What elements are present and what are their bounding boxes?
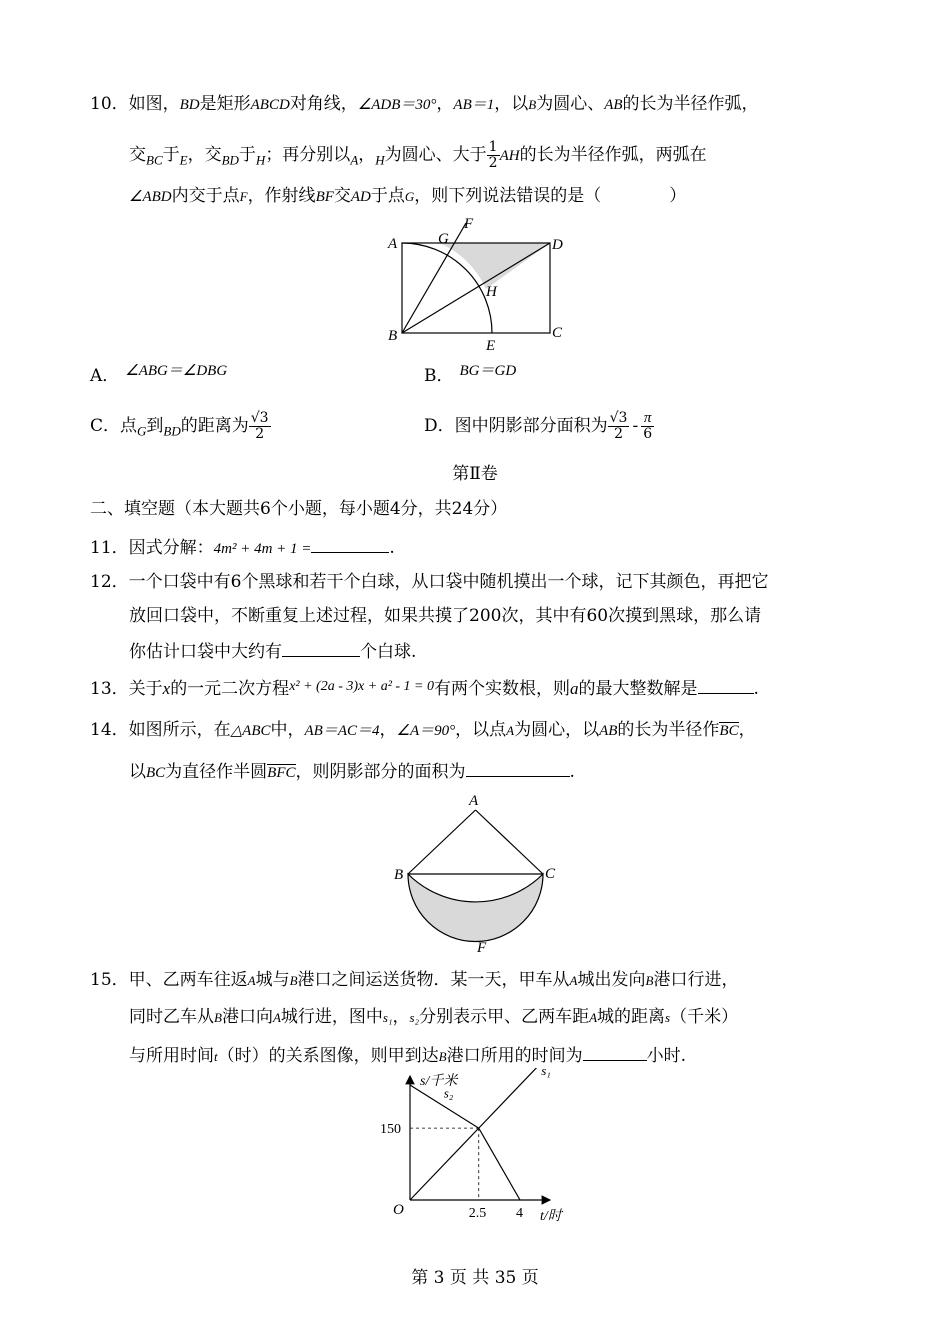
q10-label-h: H	[486, 284, 497, 300]
q14-line1: 14．如图所示，在△ABC中，AB＝AC＝4，∠A＝90°，以点A为圆心，以AB的长为半径作BC，	[90, 720, 756, 740]
q10-shaded-region	[440, 243, 551, 289]
fraction-half: $\frac{1}{2}$	[488, 139, 498, 171]
q10-option-b: B． BG＝GD	[424, 363, 517, 386]
q14-line2: 以BC为直径作半圆BFC，则阴影部分的面积为 .	[129, 758, 575, 785]
q10-line1: 10．如图，BD是矩形ABCD对角线，∠ADB＝30°，AB＝1，以B为圆心、AB的长为半径作弧，	[90, 94, 759, 114]
answer-blank[interactable]	[583, 1042, 647, 1061]
q15-line3: 与所用时间t（时）的关系图像，则甲到达B港口所用的时间为 小时.	[129, 1042, 686, 1069]
fraction-pi-over-6: $\frac{\pi}{6}$	[643, 410, 653, 442]
q12-line1: 12．一个口袋中有6个黑球和若干个白球，从口袋中随机摸出一个球，记下其颜色，再把它	[90, 572, 769, 592]
q10-label-d: D	[552, 237, 563, 253]
q15-y-axis-label: s/千米	[420, 1074, 458, 1089]
volume-title: 第Ⅱ卷	[452, 464, 498, 484]
q15-line2: 同时乙车从B港口向A城行进，图中s₁，s₂分别表示甲、乙两车距A城的距离s（千米）	[129, 1007, 739, 1027]
q10-label-a: A	[388, 236, 398, 252]
fraction-sqrt3-over-2: $\frac{√3}{2}$	[609, 410, 628, 442]
q10-option-a: A． ∠ABG＝∠DBG	[90, 363, 228, 386]
q14-shaded-region	[408, 874, 543, 942]
fraction-sqrt3-over-2: $\frac{√3}{2}$	[250, 410, 269, 442]
q15-origin-label: O	[393, 1202, 404, 1218]
q14-label-f: F	[477, 940, 487, 956]
q12-line3: 你估计口袋中大约有 个白球.	[129, 638, 416, 664]
q13: 13．关于x的一元二次方程$^{x^2 + (2a - 3)x + a^2 - 1 = 0}$有两个实数根，则a的最大整数解是 .	[90, 675, 759, 703]
q10-figure	[380, 210, 580, 355]
x-tick-label: 4	[516, 1206, 523, 1221]
q11: 11．因式分解：4m² + 4m + 1 = .	[90, 534, 395, 561]
answer-blank[interactable]	[282, 638, 360, 657]
q10-label-c: C	[552, 325, 563, 341]
answer-blank[interactable]	[466, 758, 570, 777]
answer-blank[interactable]	[698, 675, 754, 694]
q10-label-b: B	[388, 328, 398, 344]
q15-graph	[370, 1068, 590, 1228]
q10-line3: ∠ABD内交于点F，作射线BF交AD于点G，则下列说法错误的是（ ）	[129, 186, 687, 206]
q10-line2: 交$_{BC}$于$_E$，交$_{BD}$于$_H$；再分别以$_A$，$_H$为圆心、大于 $\frac{1}{2}$ AH的长为半径作弧，两弧在	[129, 139, 707, 171]
q14-figure	[388, 790, 568, 960]
y-tick-label: 150	[380, 1122, 401, 1138]
q10-ray-bf	[402, 223, 466, 333]
q15-line1: 15．甲、乙两车往返A城与B港口之间运送货物．某一天，甲车从A城出发向B港口行进，	[90, 970, 739, 990]
q10-label-g: G	[438, 231, 449, 247]
q10-label-e: E	[486, 338, 496, 354]
q10-label-f: F	[464, 216, 474, 232]
series-label-s2: s₂	[443, 1085, 454, 1101]
q15-x-axis-label: t/时	[540, 1209, 562, 1224]
q14-side-ac	[476, 810, 544, 874]
series-label-s1: s₁	[541, 1068, 551, 1078]
q10-option-c: C．点$_G$到$_{BD}$的距离为 $\frac{√3}{2}$	[90, 410, 269, 442]
page-footer: 第 3 页 共 35 页	[411, 1268, 539, 1288]
q14-side-ab	[408, 810, 476, 874]
answer-blank[interactable]	[311, 534, 389, 553]
section-heading: 二、填空题（本大题共6个小题，每小题4分，共24分）	[90, 499, 508, 519]
q14-label-a: A	[469, 793, 479, 809]
q14-label-b: B	[394, 867, 404, 883]
q14-label-c: C	[545, 866, 556, 882]
q12-line2: 放回口袋中，不断重复上述过程，如果共摸了200次，其中有60次摸到黑球，那么请	[129, 606, 762, 626]
q10-option-d: D．图中阴影部分面积为 $\frac{√3}{2}$ - $\frac{\pi}{6}$	[424, 410, 653, 442]
x-tick-label: 2.5	[468, 1206, 487, 1221]
